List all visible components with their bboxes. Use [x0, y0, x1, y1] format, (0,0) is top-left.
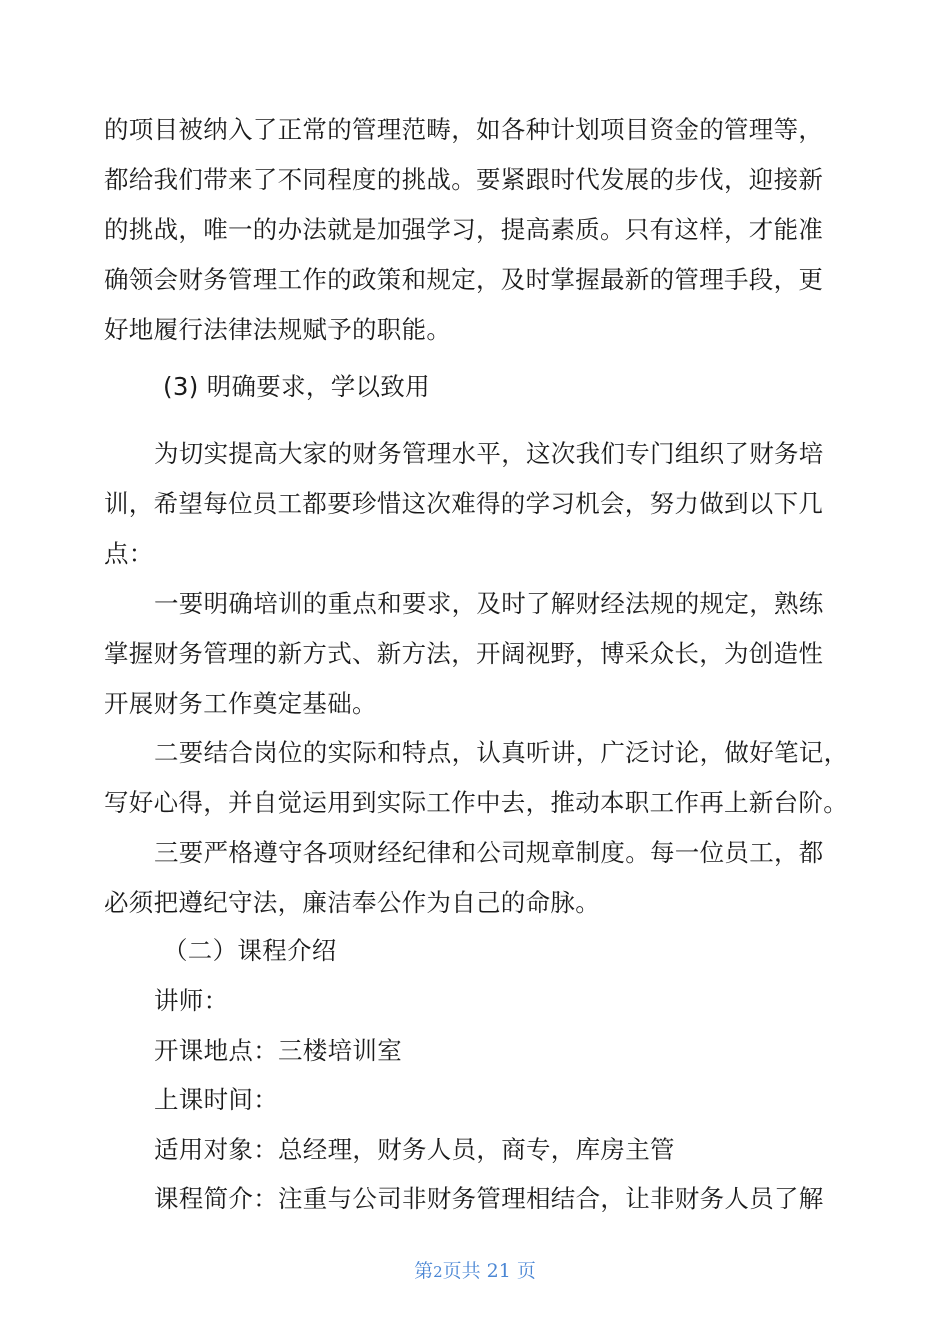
section-heading: （二）课程介绍: [163, 936, 337, 965]
paragraph-line: 为切实提高大家的财务管理水平，这次我们专门组织了财务培: [154, 439, 824, 468]
paragraph-line: 写好心得，并自觉运用到实际工作中去，推动本职工作再上新台阶。: [104, 788, 848, 817]
course-lecturer: 讲师：: [154, 986, 229, 1015]
paragraph-line: 三要严格遵守各项财经纪律和公司规章制度。每一位员工，都: [154, 838, 824, 867]
page-footer: [0, 1256, 950, 1283]
paragraph-line: 点：: [104, 539, 154, 568]
course-intro: 课程简介：注重与公司非财务管理相结合，让非财务人员了解: [154, 1184, 824, 1213]
paragraph-line: 都给我们带来了不同程度的挑战。要紧跟时代发展的步伐，迎接新: [104, 165, 824, 194]
course-location: 开课地点：三楼培训室: [154, 1036, 402, 1065]
paragraph-line: 开展财务工作奠定基础。: [104, 689, 377, 718]
footer-prefix: 第: [414, 1260, 434, 1282]
paragraph-line: 二要结合岗位的实际和特点，认真听讲，广泛讨论，做好笔记，: [154, 738, 849, 767]
paragraph-line: 的项目被纳入了正常的管理范畴，如各种计划项目资金的管理等，: [104, 115, 824, 144]
paragraph-line: 的挑战，唯一的办法就是加强学习，提高素质。只有这样，才能准: [104, 215, 824, 244]
footer-suffix: 页共 21 页: [442, 1260, 536, 1282]
paragraph-line: 掌握财务管理的新方式、新方法，开阔视野，博采众长，为创造性: [104, 639, 824, 668]
paragraph-line: 好地履行法律法规赋予的职能。: [104, 315, 452, 344]
subsection-heading: (3) 明确要求，学以致用: [163, 372, 430, 401]
paragraph-line: 训，希望每位员工都要珍惜这次难得的学习机会，努力做到以下几: [104, 489, 824, 518]
paragraph-line: 一要明确培训的重点和要求，及时了解财经法规的规定，熟练: [154, 589, 824, 618]
footer-page-number: 2: [433, 1263, 443, 1281]
paragraph-line: 确领会财务管理工作的政策和规定，及时掌握最新的管理手段，更: [104, 265, 824, 294]
paragraph-line: 必须把遵纪守法，廉洁奉公作为自己的命脉。: [104, 888, 600, 917]
course-audience: 适用对象：总经理，财务人员，商专，库房主管: [154, 1135, 675, 1164]
course-time: 上课时间：: [154, 1085, 278, 1114]
